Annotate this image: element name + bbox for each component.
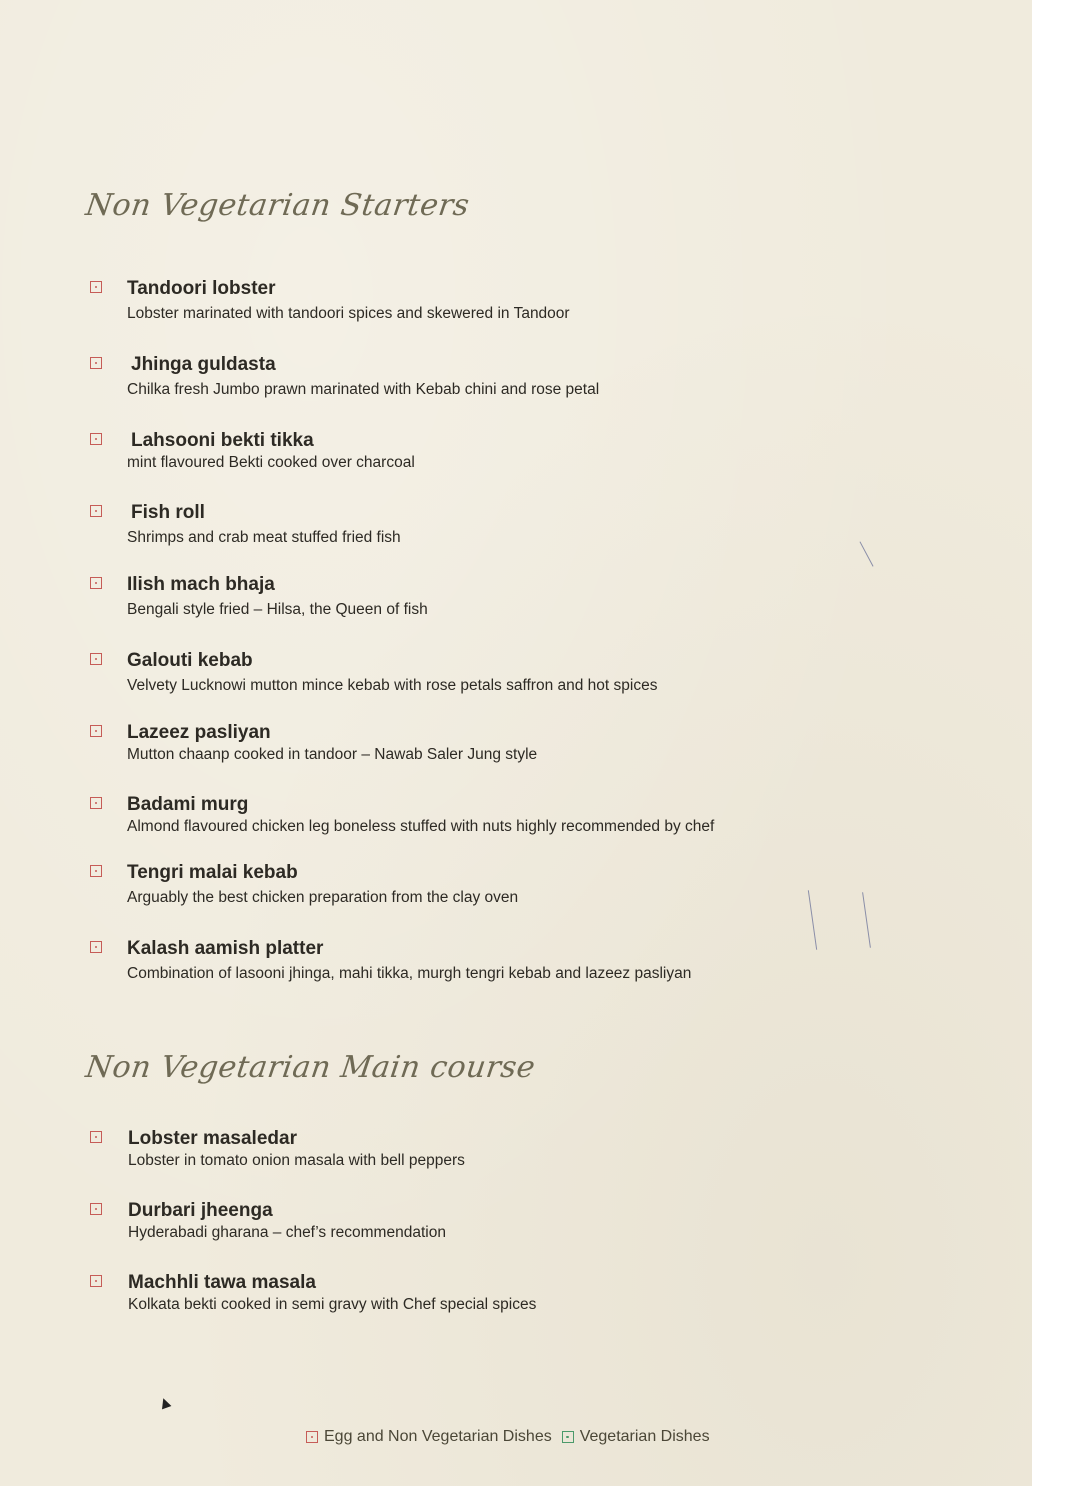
non-veg-icon bbox=[90, 725, 102, 737]
item-description: Bengali style fried – Hilsa, the Queen of fish bbox=[127, 601, 428, 618]
item-description: Almond flavoured chicken leg boneless stuffed with nuts highly recommended by chef bbox=[127, 818, 715, 835]
non-veg-legend-label: Egg and Non Vegetarian Dishes bbox=[324, 1428, 552, 1445]
item-description: Hyderabadi gharana – chef’s recommendation bbox=[128, 1224, 446, 1241]
pen-mark bbox=[862, 892, 871, 948]
item-name: Tengri malai kebab bbox=[127, 862, 298, 883]
item-name: Kalash aamish platter bbox=[127, 938, 324, 959]
item-name: Lobster masaledar bbox=[128, 1128, 297, 1149]
non-veg-icon bbox=[90, 357, 102, 369]
item-description: Shrimps and crab meat stuffed fried fish bbox=[127, 529, 401, 546]
section-title-starters: Non Vegetarian Starters bbox=[83, 188, 472, 223]
non-veg-icon bbox=[90, 797, 102, 809]
item-name: Galouti kebab bbox=[127, 650, 253, 671]
dietary-legend bbox=[306, 1428, 710, 1446]
non-veg-icon bbox=[90, 505, 102, 517]
item-description: mint flavoured Bekti cooked over charcoal bbox=[127, 454, 415, 471]
non-veg-icon bbox=[90, 653, 102, 665]
non-veg-icon bbox=[90, 577, 102, 589]
item-name: Lazeez pasliyan bbox=[127, 722, 271, 743]
item-description: Arguably the best chicken preparation from the clay oven bbox=[127, 889, 519, 906]
non-veg-icon bbox=[90, 1131, 102, 1143]
non-veg-icon bbox=[90, 281, 102, 293]
ink-dot bbox=[159, 1397, 172, 1410]
pen-mark bbox=[859, 541, 873, 566]
item-description: Chilka fresh Jumbo prawn marinated with Kebab chini and rose petal bbox=[127, 381, 600, 398]
non-veg-icon bbox=[90, 941, 102, 953]
item-name: Durbari jheenga bbox=[128, 1200, 273, 1221]
veg-legend-label: Vegetarian Dishes bbox=[579, 1428, 710, 1445]
item-name: Jhinga guldasta bbox=[131, 354, 276, 375]
non-veg-icon bbox=[90, 1203, 102, 1215]
item-name: Badami murg bbox=[127, 794, 249, 815]
section-title-main-course: Non Vegetarian Main course bbox=[83, 1050, 538, 1085]
veg-legend-icon bbox=[562, 1431, 574, 1443]
item-description: Kolkata bekti cooked in semi gravy with Chef special spices bbox=[128, 1296, 537, 1313]
non-veg-icon bbox=[90, 1275, 102, 1287]
non-veg-icon bbox=[90, 865, 102, 877]
item-name: Machhli tawa masala bbox=[128, 1272, 316, 1293]
non-veg-icon bbox=[90, 433, 102, 445]
item-name: Lahsooni bekti tikka bbox=[131, 430, 314, 451]
item-description: Mutton chaanp cooked in tandoor – Nawab Saler Jung style bbox=[127, 746, 538, 763]
item-name: Fish roll bbox=[131, 502, 205, 523]
item-description: Lobster marinated with tandoori spices and skewered in Tandoor bbox=[127, 305, 570, 322]
non-veg-legend-icon bbox=[306, 1431, 318, 1443]
pen-mark bbox=[808, 890, 818, 950]
scan-margin bbox=[1032, 0, 1080, 1486]
item-description: Velvety Lucknowi mutton mince kebab with rose petals saffron and hot spices bbox=[127, 677, 658, 694]
item-name: Tandoori lobster bbox=[127, 278, 276, 299]
item-name: Ilish mach bhaja bbox=[127, 574, 275, 595]
item-description: Lobster in tomato onion masala with bell peppers bbox=[128, 1152, 465, 1169]
item-description: Combination of lasooni jhinga, mahi tikka, murgh tengri kebab and lazeez pasliyan bbox=[127, 965, 692, 982]
